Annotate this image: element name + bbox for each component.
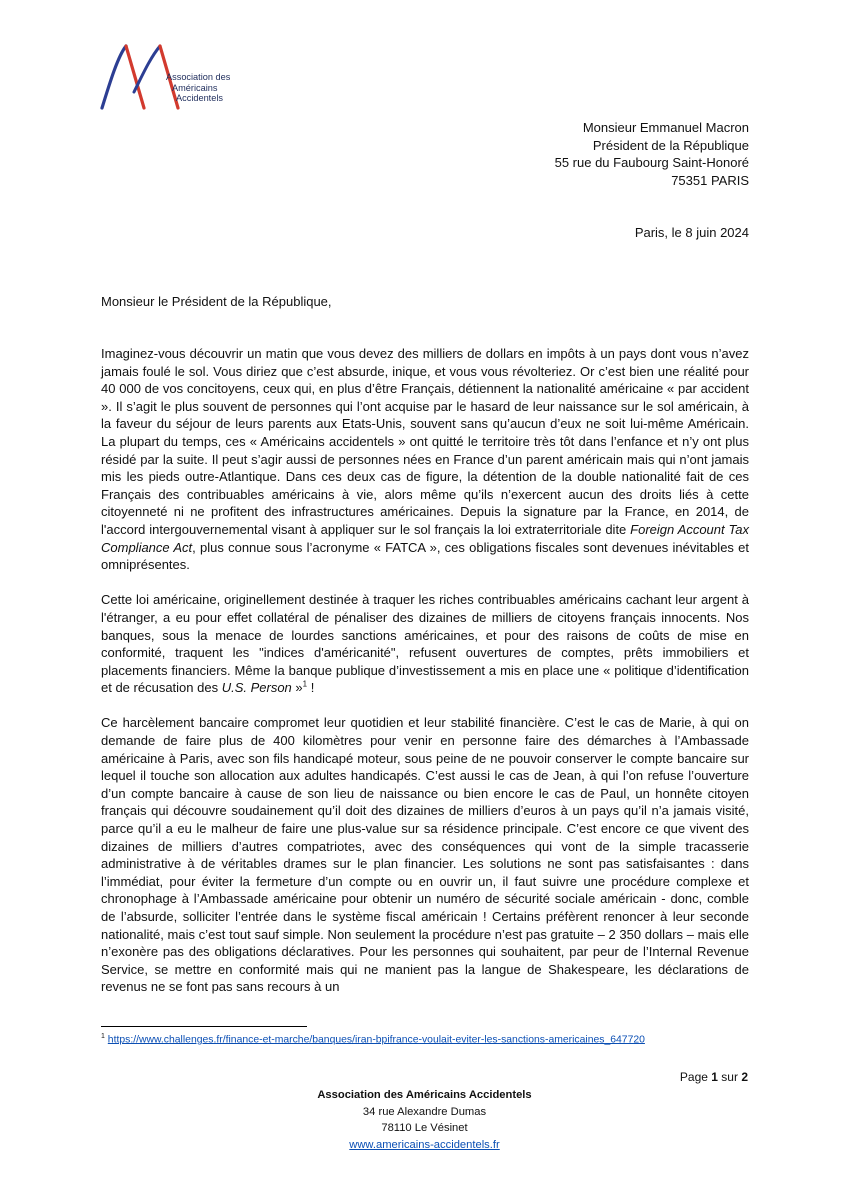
footer-street: 34 rue Alexandre Dumas — [362, 1105, 487, 1118]
paragraph-1-text-b: , plus connue sous l’acronyme « FATCA », ces obligations fiscales sont devenues inévitables et omniprésentes. — [101, 539, 749, 573]
page-number-total: 2 — [741, 1070, 748, 1084]
paragraph-1-text-a: Imaginez-vous découvrir un matin que vous devez des milliers de dollars en impôts à un pays dont vous n’avez jamais foulé le sol. Vous diriez que c’est absurde, inique, et vous vous révolteriez. Or c’est bien une réalité pour 40 000 de vos concitoyens, ceux qui, en plus d’être Français, détiennent la nationalité américaine « par accident ». Il s’agit le plus souvent de personnes qui l’ont acquise par le hasard de leur naissance sur le sol américain, à la faveur du séjour de leurs parents aux Etats-Unis, souvent sans qu’aucun d’eux ne soit lui-même Américain. La plupart du temps, ces « Américains accidentels » ont quitté le territoire très tôt dans l’enfance et n’y ont plus résidé par la suite. Il peut s’agir aussi de personnes nées en France d’un parent américain mais qui n’ont jamais mis les pieds outre-Atlantique. Dans ces deux cas de figure, la détention de la double nationalité fait de ces Français des contribuables américains à vie, alors même qu’ils n’exercent aucun des droits liés à cette citoyenneté ni ne profitent des infrastructures américaines. Depuis la signature par la France, en 2014, de l'accord intergouvernemental visant à appliquer sur le sol français la loi extraterritoriale dite — [101, 346, 749, 537]
paragraph-2-text-a: Cette loi américaine, originellement destinée à traquer les riches contribuables américains cachant leur argent à l'étranger, a eu pour effet collatéral de pénaliser des dizaines de milliers de citoyens français innocents. Nos banques, sous la menace de lourdes sanctions américaines, et pour des raisons de coûts de mise en conformité, traquent les "indices d'américanité", refusent ouvertures de comptes, prêts immobiliers et placements financiers. Même la banque publique d’investissement a mis en place une « politique d’identification et de récusation des — [101, 592, 749, 696]
letter-date: Paris, le 8 juin 2024 — [634, 225, 749, 240]
paragraph-3: Ce harcèlement bancaire compromet leur quotidien et leur stabilité financière. C’est le cas de Marie, à qui on demande de faire plus de 400 kilomètres pour venir en personne faire des démarches à l’Ambassade américaine à Paris, avec son fils handicapé moteur, sous peine de ne pouvoir conserver le compte bancaire sur lequel il touche son allocation aux adultes handicapés. C’est aussi le cas de Jean, à qui l’on refuse l’ouverture d’un compte bancaire à cause de son lieu de naissance ou bien encore le cas de Paul, un honnête citoyen français qui découvre soudainement qu’il doit des dizaines de milliers d’euros à un pays qu’il n’a jamais visité, parce qu’il a eu le malheur de faire une plus-value sur sa résidence principale. C’est encore ce que vivent des dizaines de milliers d’autres compatriotes, avec des conséquences qui vont de la simple tracasserie administrative à de véritables drames sur le plan financier. Les solutions ne sont pas satisfaisantes : dans l’immédiat, pour éviter la fermeture d’un compte ou en ouvrir un, il faut suivre une procédure complexe et chronophage à l’Ambassade américaine pour obtenir un numéro de sécurité sociale américain - donc, comble de l’absurde, solliciter l’entrée dans le système fiscal américain ! Certains préfèrent renoncer à leur seconde nationalité, mais c’est tout sauf simple. Non seulement la procédure n’est pas gratuite – 2 350 dollars – mais elle n’exonère pas des obligations déclaratives. Pour les personnes qui souhaitent, par peur de l’Internal Revenue Service, se mettre en conformité mais qui ne manient pas la langue de Shakespeare, les déclarations de revenus ne se font pas sans recours à un — [101, 715, 749, 995]
footnote — [101, 1033, 645, 1045]
footnote-marker: 1 — [101, 1033, 105, 1040]
footnote-divider — [101, 1026, 307, 1027]
fatca-full-name: Foreign Account Tax Compliance Act — [101, 521, 749, 555]
recipient-name: Monsieur Emmanuel Macron — [582, 120, 749, 135]
page-number-current: 1 — [711, 1070, 718, 1084]
association-logo — [100, 42, 270, 114]
footnote-reference[interactable]: 1 — [302, 679, 308, 689]
footer-org-name: Association des Américains Accidentels — [317, 1089, 532, 1101]
paragraph-2 — [101, 591, 749, 697]
paragraph-2-text-c: ! — [307, 680, 315, 696]
logo-line-1: Association des — [166, 72, 231, 82]
footer-website-link[interactable]: www.americains-accidentels.fr — [349, 1138, 500, 1151]
recipient-street: 55 rue du Faubourg Saint-Honoré — [554, 155, 749, 171]
page-number-middle: sur — [717, 1070, 742, 1084]
letter-footer — [0, 1087, 849, 1153]
paragraph-2-text-b: » — [291, 680, 303, 696]
recipient-address — [555, 119, 749, 189]
page-number-prefix: Page — [679, 1070, 712, 1084]
salutation: Monsieur le Président de la République, — [101, 294, 332, 309]
recipient-title: Président de la République — [592, 137, 749, 153]
logo-wordmark — [166, 72, 230, 104]
footnote-link[interactable]: https://www.challenges.fr/finance-et-marche/banques/iran-bpifrance-voulait-eviter-les-sanctions-americaines_647720 — [107, 1034, 645, 1046]
us-person-term: U.S. Person — [221, 680, 292, 696]
letter-body — [101, 345, 749, 996]
logo-line-3: Accidentels — [176, 93, 223, 103]
logo-line-2: Américains — [172, 82, 218, 93]
footer-city: 78110 Le Vésinet — [381, 1122, 468, 1134]
page-number — [680, 1070, 748, 1084]
recipient-city: 75351 PARIS — [671, 172, 749, 188]
paragraph-1 — [101, 345, 749, 574]
